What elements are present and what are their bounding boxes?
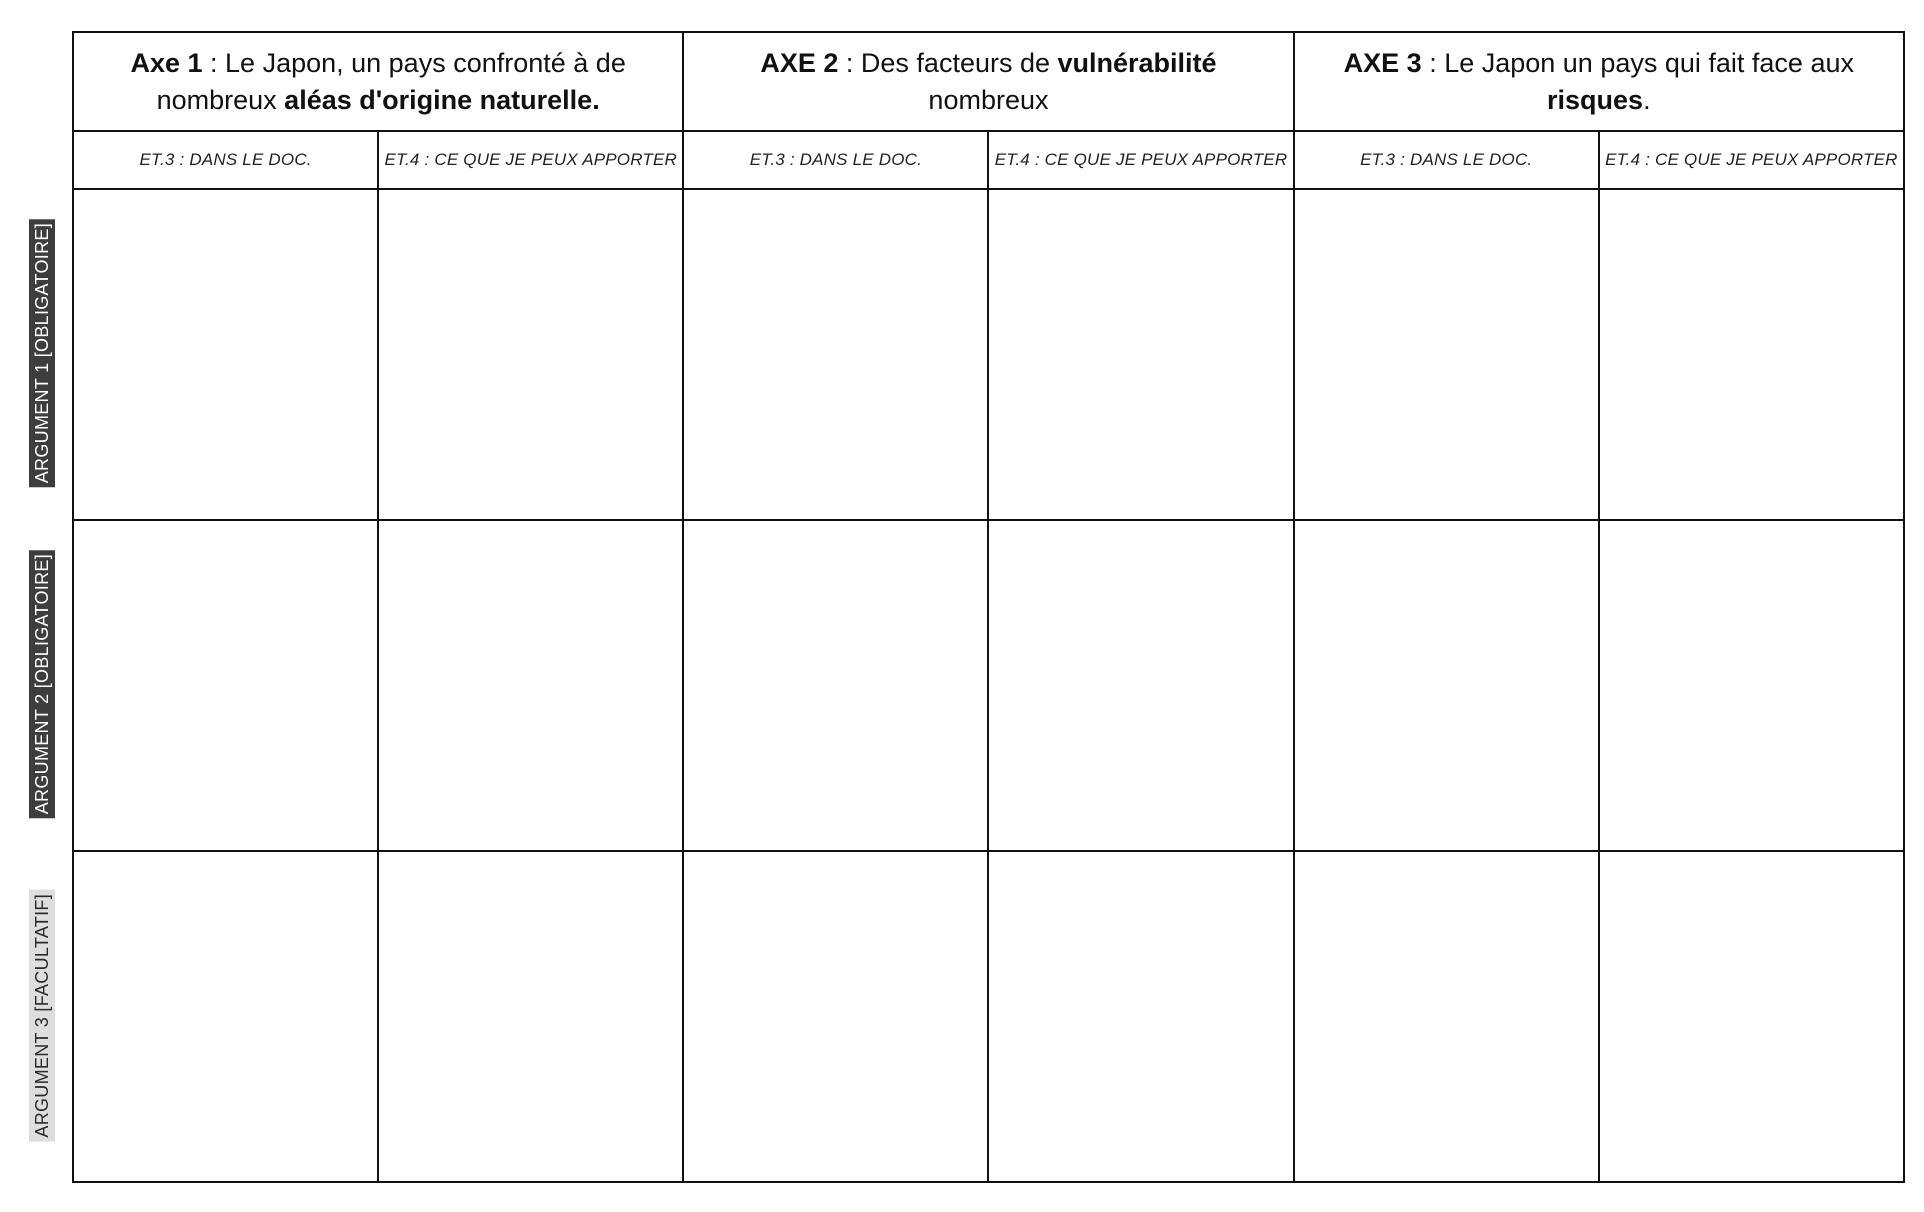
axis-1-et3-header: ET.3 : DANS LE DOC. [73,131,378,189]
arg2-axis3-et4-cell[interactable] [1599,520,1904,851]
axis-3-et4-header: ET.4 : CE QUE JE PEUX APPORTER [1599,131,1904,189]
axis-2-text-end: nombreux [928,84,1049,115]
arg2-axis2-et3-cell[interactable] [683,520,988,851]
axis-3-et3-header: ET.3 : DANS LE DOC. [1294,131,1599,189]
axis-1-label: Axe 1 [130,47,203,78]
arg2-axis1-et4-cell[interactable] [378,520,683,851]
axis-header-row [73,32,1904,131]
arg1-axis3-et3-cell[interactable] [1294,189,1599,520]
argument-2-row [73,520,1904,851]
argument-table [72,31,1905,1183]
axis-2-label: AXE 2 [760,47,839,78]
arg3-axis1-et3-cell[interactable] [73,851,378,1182]
argument-3-side-label [29,850,55,1181]
arg3-axis2-et4-cell[interactable] [988,851,1293,1182]
arg1-axis2-et3-cell[interactable] [683,189,988,520]
argument-3-row [73,851,1904,1182]
arg2-axis2-et4-cell[interactable] [988,520,1293,851]
argument-1-row [73,189,1904,520]
axis-2-et4-header: ET.4 : CE QUE JE PEUX APPORTER [988,131,1293,189]
argument-3-label-text: ARGUMENT 3 [FACULTATIF] [29,890,55,1142]
argument-grid [72,31,1905,1183]
axis-3-header [1294,32,1904,131]
axis-2-et3-header: ET.3 : DANS LE DOC. [683,131,988,189]
arg3-axis1-et4-cell[interactable] [378,851,683,1182]
axis-2-header [683,32,1293,131]
argument-2-side-label [29,519,55,850]
axis-1-keyword: aléas d'origine naturelle. [284,84,600,115]
argument-1-label-text: ARGUMENT 1 [OBLIGATOIRE] [29,219,55,487]
argument-2-label-text: ARGUMENT 2 [OBLIGATOIRE] [29,550,55,818]
axis-2-text: : Des facteurs de [838,47,1058,78]
axis-2-keyword: vulnérabilité [1057,47,1217,78]
axis-1-et4-header: ET.4 : CE QUE JE PEUX APPORTER [378,131,683,189]
arg1-axis2-et4-cell[interactable] [988,189,1293,520]
arg1-axis1-et4-cell[interactable] [378,189,683,520]
arg3-axis3-et3-cell[interactable] [1294,851,1599,1182]
arg2-axis3-et3-cell[interactable] [1294,520,1599,851]
axis-3-text-end: . [1643,84,1651,115]
axis-3-text: : Le Japon un pays qui fait face aux [1421,47,1854,78]
arg3-axis3-et4-cell[interactable] [1599,851,1904,1182]
axis-1-header [73,32,683,131]
arg1-axis3-et4-cell[interactable] [1599,189,1904,520]
axis-3-label: AXE 3 [1343,47,1422,78]
subheader-row [73,131,1904,189]
axis-1-text: : Le Japon, un pays confronté à de nombreux [156,47,626,115]
arg1-axis1-et3-cell[interactable] [73,189,378,520]
arg3-axis2-et3-cell[interactable] [683,851,988,1182]
axis-3-keyword: risques [1547,84,1644,115]
arg2-axis1-et3-cell[interactable] [73,520,378,851]
argument-1-side-label [29,188,55,519]
